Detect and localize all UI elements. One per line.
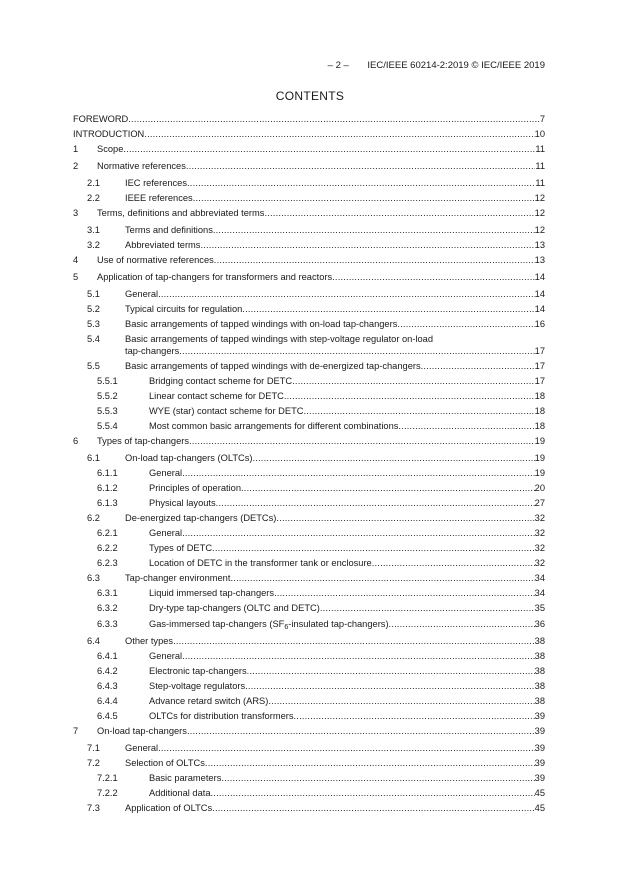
- toc-entry-title-text: Basic arrangements of tapped windings with de-energized tap-changers: [125, 361, 421, 371]
- subscript: 6: [284, 624, 289, 631]
- toc-entry[interactable]: [73, 586, 545, 601]
- toc-entry-title-text: Other types: [125, 636, 174, 646]
- toc-entry-title-text: Physical layouts: [149, 498, 216, 508]
- toc-entry-title[interactable]: [97, 724, 187, 739]
- dot-leader: [214, 253, 535, 268]
- toc-entry-title-text: General: [149, 651, 183, 661]
- toc-entry-title[interactable]: [125, 801, 212, 816]
- toc-entry-number: 3.2: [87, 240, 100, 250]
- dot-leader: [182, 649, 535, 664]
- toc-entry-number: 3: [73, 208, 79, 218]
- dot-leader: [252, 451, 534, 466]
- dot-leader: [398, 419, 534, 434]
- toc-entry-page: 45: [534, 788, 545, 798]
- dot-leader: [186, 159, 535, 174]
- toc-entry-title[interactable]: [149, 389, 284, 404]
- toc-entry-title[interactable]: [125, 191, 193, 206]
- toc-entry-title-text: Step-voltage regulators: [149, 681, 246, 691]
- toc-entry[interactable]: [73, 317, 545, 332]
- dot-leader: [245, 679, 535, 694]
- toc-entry[interactable]: [73, 270, 545, 285]
- toc-entry[interactable]: [73, 771, 545, 786]
- toc-entry-title-text: Scope: [97, 144, 124, 154]
- dot-leader: [158, 287, 535, 302]
- toc-entry-number: 7: [73, 726, 79, 736]
- toc-entry-title-text: General: [125, 289, 159, 299]
- toc-entry-title-text: Liquid immersed tap-changers: [149, 588, 275, 598]
- toc-entry[interactable]: [73, 526, 545, 541]
- toc-entry-title-text: Selection of OLTCs: [125, 758, 205, 768]
- toc-entry[interactable]: [73, 756, 545, 771]
- toc-entry-title-text: Bridging contact scheme for DETC: [149, 376, 293, 386]
- dot-leader: [144, 127, 534, 142]
- toc-entry[interactable]: [73, 649, 545, 664]
- toc-entry-page: 38: [534, 651, 545, 661]
- dot-leader: [294, 709, 535, 724]
- toc-entry-title[interactable]: [97, 142, 123, 157]
- toc-entry-title[interactable]: [97, 159, 186, 174]
- toc-entry-title[interactable]: [149, 374, 292, 389]
- dot-leader: [158, 741, 535, 756]
- toc-entry-number: 1: [73, 144, 79, 154]
- toc-entry-title[interactable]: [149, 616, 389, 633]
- toc-entry-title[interactable]: [149, 586, 274, 601]
- toc-entry-page: 19: [534, 453, 545, 463]
- toc-entry-title[interactable]: [149, 709, 294, 724]
- toc-entry-title-text: Additional data: [149, 788, 211, 798]
- toc-entry-page: 17: [534, 346, 545, 356]
- toc-entry[interactable]: [73, 466, 545, 481]
- toc-entry-page: 17: [534, 376, 545, 386]
- toc-entry-number: 6.2.3: [97, 558, 118, 568]
- toc-entry-title[interactable]: [149, 481, 241, 496]
- toc-entry-title-text: FOREWORD: [73, 114, 129, 124]
- dot-leader: [128, 112, 540, 127]
- toc-entry-page: 27: [534, 498, 545, 508]
- toc-entry[interactable]: [73, 541, 545, 556]
- toc-entry-title-text: Dry-type tap-changers (OLTC and DETC): [149, 603, 320, 613]
- toc-entry-title[interactable]: [125, 317, 397, 332]
- toc-entry-page: 18: [534, 421, 545, 431]
- toc-entry-title-text: Types of DETC: [149, 543, 213, 553]
- toc-entry-title-text: Typical circuits for regulation: [125, 304, 243, 314]
- toc-entry-number: 6.1.3: [97, 498, 118, 508]
- toc-entry[interactable]: [73, 601, 545, 616]
- toc-entry-number: 2.2: [87, 193, 100, 203]
- toc-entry-page: 18: [534, 391, 545, 401]
- toc-entry-page: 14: [534, 304, 545, 314]
- dot-leader: [421, 359, 535, 374]
- toc-entry-title[interactable]: [125, 634, 173, 649]
- dot-leader: [332, 270, 535, 285]
- toc-entry-title-text: WYE (star) contact scheme for DETC: [149, 406, 304, 416]
- toc-entry-number: 2: [73, 161, 79, 171]
- dot-leader: [247, 664, 535, 679]
- toc-entry-page: 38: [534, 696, 545, 706]
- toc-entry-title-text: Principles of operation: [149, 483, 241, 493]
- toc-entry-title-text: Basic arrangements of tapped windings with on-load tap-changers: [125, 319, 398, 329]
- toc-entry-title-text: On-load tap-changers (OLTCs): [125, 453, 253, 463]
- toc-entry-number: 5: [73, 272, 79, 282]
- toc-entry[interactable]: [73, 404, 545, 419]
- toc-entry-title-text: IEC references: [125, 178, 188, 188]
- toc-entry[interactable]: [73, 709, 545, 724]
- dot-leader: [320, 601, 535, 616]
- toc-entry-title[interactable]: [125, 223, 213, 238]
- toc-entry-number: 6.4.1: [97, 651, 118, 661]
- toc-entry-number: 6.2.2: [97, 543, 118, 553]
- dot-leader: [193, 191, 535, 206]
- toc-entry[interactable]: [73, 741, 545, 756]
- dot-leader: [264, 206, 534, 221]
- dot-leader: [205, 756, 535, 771]
- toc-entry[interactable]: [73, 571, 545, 586]
- toc-entry-number: 6.4: [87, 636, 100, 646]
- toc-entry-title[interactable]: [125, 287, 158, 302]
- toc-entry-number: 7.2: [87, 758, 100, 768]
- toc-entry[interactable]: [73, 359, 545, 374]
- toc-entry-page: 12: [534, 225, 545, 235]
- toc-entry-page: 13: [534, 255, 545, 265]
- toc-entry[interactable]: [73, 451, 545, 466]
- toc-entry-number: 6.3.3: [97, 619, 118, 629]
- dot-leader: [216, 496, 535, 511]
- toc-entry[interactable]: [73, 664, 545, 679]
- toc-entry-title-text-after: -insulated tap-changers): [288, 619, 389, 629]
- toc-entry-title-text: General: [125, 743, 159, 753]
- toc-entry[interactable]: [73, 112, 545, 127]
- toc-entry-title[interactable]: [149, 556, 372, 571]
- dot-leader: [292, 374, 535, 389]
- toc-entry-number: 4: [73, 255, 79, 265]
- toc-entry-number: 5.5.1: [97, 376, 118, 386]
- toc-entry[interactable]: [73, 511, 545, 526]
- toc-entry[interactable]: [73, 616, 545, 633]
- dot-leader: [212, 541, 535, 556]
- toc-entry-title[interactable]: [149, 419, 398, 434]
- toc-entry-title-text: Use of normative references: [97, 255, 214, 265]
- toc-entry-number: 5.3: [87, 319, 100, 329]
- dot-leader: [187, 176, 535, 191]
- toc-entry-page: 14: [534, 272, 545, 282]
- toc-entry-title-text: Electronic tap-changers: [149, 666, 247, 676]
- toc-entry-title-text: OLTCs for distribution transformers: [149, 711, 294, 721]
- dot-leader: [241, 481, 535, 496]
- toc-entry-page: 20: [534, 483, 545, 493]
- toc-entry-number: 7.2.1: [97, 773, 118, 783]
- toc-entry-title[interactable]: [149, 679, 245, 694]
- toc-entry-title-text: General: [149, 528, 183, 538]
- toc-entry-number: 6.2.1: [97, 528, 118, 538]
- toc-entry-title-text: Abbreviated terms: [125, 240, 201, 250]
- toc-entry-page: 38: [534, 666, 545, 676]
- toc-entry[interactable]: [73, 496, 545, 511]
- toc-entry-number: 3.1: [87, 225, 100, 235]
- document-reference: IEC/IEEE 60214-2:2019 © IEC/IEEE 2019: [367, 60, 545, 71]
- toc-entry-page: 32: [534, 558, 545, 568]
- dot-leader: [182, 526, 535, 541]
- toc-entry[interactable]: [73, 223, 545, 238]
- toc-entry-page: 12: [534, 193, 545, 203]
- dot-leader: [372, 556, 535, 571]
- toc-entry[interactable]: [73, 287, 545, 302]
- toc-entry-title[interactable]: [97, 253, 214, 268]
- toc-entry-number: 6.3: [87, 573, 100, 583]
- toc-entry-title-text: Application of OLTCs: [125, 803, 213, 813]
- toc-entry[interactable]: [73, 679, 545, 694]
- toc-entry-title[interactable]: [97, 206, 264, 221]
- dot-leader: [274, 586, 535, 601]
- toc-entry[interactable]: [73, 127, 545, 142]
- toc-entry-title-text: IEEE references: [125, 193, 193, 203]
- toc-entry-page: 32: [534, 513, 545, 523]
- dot-leader: [397, 317, 534, 332]
- toc-entry-title-text: Application of tap-changers for transformers and reactors: [97, 272, 333, 282]
- dot-leader: [211, 786, 535, 801]
- toc-entry[interactable]: [73, 206, 545, 221]
- toc-entry-title-text: Normative references: [97, 161, 186, 171]
- toc-entry-title-text: Tap-changer environment: [125, 573, 231, 583]
- toc-entry-number: 5.4: [87, 334, 100, 344]
- dot-leader: [389, 616, 535, 633]
- toc-entry-number: 6.3.1: [97, 588, 118, 598]
- toc-entry-page: 10: [534, 129, 545, 139]
- toc-entry-page: 38: [534, 681, 545, 691]
- page-header: [328, 60, 545, 71]
- toc-entry[interactable]: [73, 176, 545, 191]
- dot-leader: [303, 404, 534, 419]
- toc-entry-title[interactable]: [149, 786, 211, 801]
- dot-leader: [212, 801, 535, 816]
- toc-entry-number: 6.4.2: [97, 666, 118, 676]
- contents-title: CONTENTS: [275, 89, 345, 103]
- toc-entry-page: 34: [534, 573, 545, 583]
- toc-entry-page: 39: [534, 758, 545, 768]
- toc-entry[interactable]: [73, 786, 545, 801]
- toc-entry-number: 6.1.2: [97, 483, 118, 493]
- toc-entry-title-text: Types of tap-changers: [97, 436, 189, 446]
- toc-entry-title[interactable]: [73, 112, 128, 127]
- toc-entry-page: 14: [534, 289, 545, 299]
- toc-entry-page: 7: [539, 114, 545, 124]
- toc-entry-title[interactable]: [125, 176, 187, 191]
- toc-entry-title[interactable]: [97, 434, 189, 449]
- toc-entry-title[interactable]: [149, 601, 320, 616]
- toc-entry-title[interactable]: [97, 270, 332, 285]
- toc-entry-title-text: INTRODUCTION: [73, 129, 145, 139]
- toc-entry-title-text: On-load tap-changers: [97, 726, 187, 736]
- toc-entry-title[interactable]: [149, 404, 303, 419]
- toc-entry-page: 16: [534, 319, 545, 329]
- dot-leader: [189, 434, 535, 449]
- dot-leader: [200, 238, 534, 253]
- toc-entry-title-text: Gas-immersed tap-changers (SF: [149, 619, 285, 629]
- toc-entry-page: 32: [534, 528, 545, 538]
- toc-entry-number: 6.1: [87, 453, 100, 463]
- toc-entry-title-text: Most common basic arrangements for different combinations: [149, 421, 399, 431]
- toc-entry-number: 5.1: [87, 289, 100, 299]
- toc-entry-title[interactable]: [149, 694, 268, 709]
- toc-entry-title-continued[interactable]: tap-changers: [125, 346, 180, 356]
- toc-entry[interactable]: [73, 374, 545, 389]
- toc-entry-number: 6.4.4: [97, 696, 118, 706]
- toc-entry-number: 5.5.3: [97, 406, 118, 416]
- toc-entry-page: 39: [534, 743, 545, 753]
- toc-entry[interactable]: [73, 142, 545, 157]
- toc-entry[interactable]: [73, 694, 545, 709]
- dot-leader: [187, 724, 535, 739]
- dot-leader: [284, 389, 535, 404]
- toc-entry-page: 12: [534, 208, 545, 218]
- dot-leader: [221, 771, 534, 786]
- toc-entry-title[interactable]: [125, 302, 242, 317]
- toc-entry-title-text: De-energized tap-changers (DETCs): [125, 513, 277, 523]
- toc-entry[interactable]: [73, 159, 545, 174]
- toc-entry-title[interactable]: [149, 526, 182, 541]
- toc-entry[interactable]: [73, 238, 545, 253]
- toc-entry-number: 5.5.4: [97, 421, 118, 431]
- toc-entry-title[interactable]: [125, 359, 421, 374]
- toc-entry-page: 36: [534, 619, 545, 629]
- dot-leader: [276, 511, 534, 526]
- toc-entry-title[interactable]: [73, 127, 144, 142]
- toc-entry-number: 6.3.2: [97, 603, 118, 613]
- toc-entry-title[interactable]: [125, 741, 158, 756]
- toc-entry-number: 2.1: [87, 178, 100, 188]
- toc-entry-page: 39: [534, 773, 545, 783]
- toc-entry-number: 7.2.2: [97, 788, 118, 798]
- toc-entry-page: 13: [534, 240, 545, 250]
- toc-entry-title[interactable]: [149, 541, 212, 556]
- toc-entry-continuation[interactable]: [73, 344, 545, 359]
- toc-entry-number: 6.1.1: [97, 468, 118, 478]
- toc-entry[interactable]: [73, 332, 545, 344]
- toc-entry-number: 5.2: [87, 304, 100, 314]
- toc-entry-page: 35: [534, 603, 545, 613]
- dot-leader: [242, 302, 534, 317]
- dot-leader: [123, 142, 535, 157]
- toc-entry-number: 7.1: [87, 743, 100, 753]
- toc-entry-number: 6.4.5: [97, 711, 118, 721]
- toc-entry-title[interactable]: Basic arrangements of tapped windings with step-voltage regulator on-load: [125, 334, 434, 344]
- dot-leader: [230, 571, 534, 586]
- toc-entry-indent: [87, 344, 125, 359]
- toc-entry[interactable]: [73, 481, 545, 496]
- table-of-contents: [73, 112, 545, 816]
- dot-leader: [213, 223, 535, 238]
- toc-entry-title[interactable]: [125, 511, 276, 526]
- toc-entry[interactable]: [73, 724, 545, 739]
- toc-entry-title[interactable]: [125, 756, 205, 771]
- toc-entry-page: 19: [534, 468, 545, 478]
- toc-entry[interactable]: [73, 389, 545, 404]
- toc-entry-number: 6.4.3: [97, 681, 118, 691]
- toc-entry[interactable]: [73, 801, 545, 816]
- toc-entry-page: 39: [534, 726, 545, 736]
- toc-entry-title-text: Basic parameters: [149, 773, 222, 783]
- toc-entry-title[interactable]: [125, 451, 252, 466]
- toc-entry-number: 6: [73, 436, 79, 446]
- toc-entry-title-text: Location of DETC in the transformer tank or enclosure: [149, 558, 372, 568]
- toc-entry-page: 17: [534, 361, 545, 371]
- toc-entry-title-text: General: [149, 468, 183, 478]
- toc-entry[interactable]: [73, 302, 545, 317]
- toc-entry-page: 34: [534, 588, 545, 598]
- toc-entry-title-text: Terms, definitions and abbreviated terms: [97, 208, 265, 218]
- dot-leader: [268, 694, 534, 709]
- toc-entry-page: 19: [534, 436, 545, 446]
- toc-entry[interactable]: [73, 634, 545, 649]
- toc-entry-title-text: Linear contact scheme for DETC: [149, 391, 284, 401]
- toc-entry-number: 5.5: [87, 361, 100, 371]
- toc-entry-page: 18: [534, 406, 545, 416]
- toc-entry-page: 11: [535, 178, 545, 188]
- toc-entry[interactable]: [73, 191, 545, 206]
- toc-entry[interactable]: [73, 434, 545, 449]
- page-number: – 2 –: [327, 60, 349, 71]
- toc-entry-page: 11: [535, 161, 545, 171]
- dot-leader: [179, 344, 534, 359]
- dot-leader: [182, 466, 535, 481]
- toc-entry-page: 45: [534, 803, 545, 813]
- toc-entry-title[interactable]: [149, 664, 247, 679]
- toc-entry-title-text: Terms and definitions: [125, 225, 213, 235]
- toc-entry-number: 6.2: [87, 513, 100, 523]
- toc-entry-title[interactable]: [149, 496, 216, 511]
- toc-entry-title[interactable]: [149, 649, 182, 664]
- toc-entry-page: 32: [534, 543, 545, 553]
- toc-entry[interactable]: [73, 556, 545, 571]
- toc-entry-number: 7.3: [87, 803, 100, 813]
- toc-entry-page: 39: [534, 711, 545, 721]
- toc-entry-page: 38: [534, 636, 545, 646]
- toc-entry-title-text: Advance retard switch (ARS): [149, 696, 269, 706]
- toc-entry-title[interactable]: [149, 466, 182, 481]
- toc-entry-number: 5.5.2: [97, 391, 118, 401]
- toc-entry-page: 11: [535, 144, 545, 154]
- toc-entry-title[interactable]: [125, 238, 200, 253]
- toc-entry-title[interactable]: [125, 571, 230, 586]
- dot-leader: [173, 634, 535, 649]
- toc-entry[interactable]: [73, 253, 545, 268]
- toc-entry[interactable]: [73, 419, 545, 434]
- toc-entry-title[interactable]: [149, 771, 221, 786]
